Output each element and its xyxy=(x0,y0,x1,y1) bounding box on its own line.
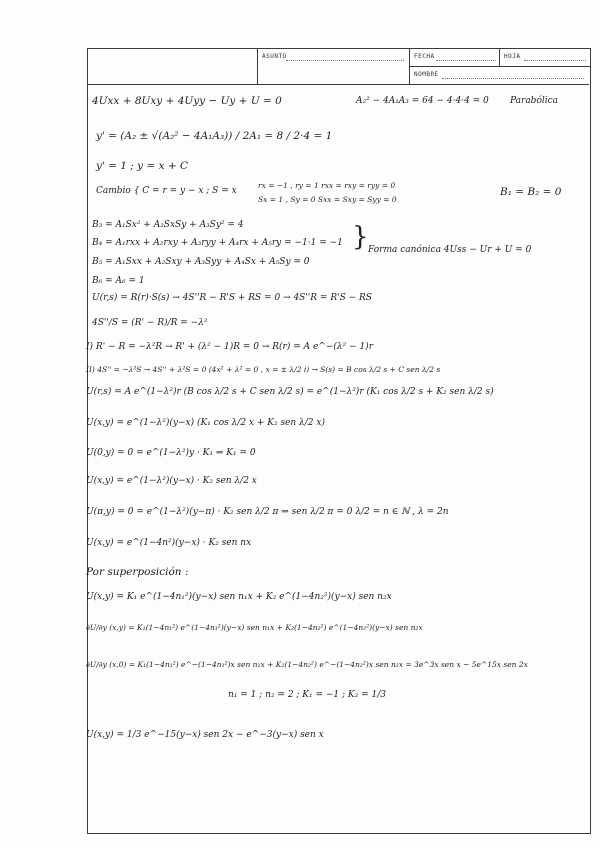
boundary-xpi: U(π,y) = 0 = e^(1−λ²)(y−π) · K₂ sen λ/2 π ⇒ sen λ/2 π = 0 λ/2 = n ∈ ℕ , λ = 2n xyxy=(86,507,449,517)
nombre-field[interactable] xyxy=(442,78,584,79)
canonical-form: Forma canónica 4Uss − Ur + U = 0 xyxy=(368,245,532,255)
characteristic-curve: y' = 1 ; y = x + C xyxy=(96,160,189,172)
solution-xy: U(x,y) = e^(1−λ²)(y−x) (K₁ cos λ/2 x + K₂ sen λ/2 x) xyxy=(86,418,325,428)
b5-coefficient: B₅ = A₁Sxx + A₂Sxy + A₃Syy + A₄Sx + A₅Sy = 0 xyxy=(92,257,310,267)
asunto-field[interactable] xyxy=(286,60,404,61)
b3-coefficient: B₃ = A₁Sx² + A₂SxSy + A₃Sy² = 4 xyxy=(92,220,244,230)
hoja-cell xyxy=(499,48,590,67)
type-parabolic: Parabólica xyxy=(510,96,559,106)
solution-n: U(x,y) = e^(1−4n²)(y−x) · K₂ sen nx xyxy=(86,538,252,548)
constants: n₁ = 1 ; n₂ = 2 ; K₁ = −1 ; K₂ = 1/3 xyxy=(228,690,386,700)
superposition-solution: U(x,y) = K₁ e^(1−4n₁²)(y−x) sen n₁x + K₂ e^(1−4n₂²)(y−x) sen n₂x xyxy=(86,592,392,602)
discriminant: A₂² − 4A₁A₃ = 64 − 4·4·4 = 0 xyxy=(356,96,489,106)
boundary-x0: U(0,y) = 0 = e^(1−λ²)y · K₁ ⇒ K₁ = 0 xyxy=(86,448,256,458)
asunto-label: ASUNTO xyxy=(262,53,287,60)
final-solution: U(x,y) = 1/3 e^−15(y−x) sen 2x − e^−3(y−x) sen x xyxy=(86,730,324,740)
nombre-label: NOMBRE xyxy=(414,71,439,78)
pde-equation: 4Uxx + 8Uxy + 4Uyy − Uy + U = 0 xyxy=(92,95,282,107)
equation-s: II) 4S'' = −λ²S → 4S'' + λ²S = 0 (4x² + λ² = 0 , x = ± λ/2 i) → S(s) = B cos λ/2 s + C sen λ/2 s xyxy=(86,365,441,374)
equation-r: I) R' − R = −λ²R → R' + (λ² − 1)R = 0 → R(r) = A e^−(λ² − 1)r xyxy=(86,342,373,352)
superposition-heading: Por superposición : xyxy=(86,566,189,578)
fecha-cell xyxy=(409,48,500,67)
separation-constant: 4S''/S = (R' − R)/R = −λ² xyxy=(92,318,208,328)
b4-coefficient: B₄ = A₁rxx + A₂rxy + A₃ryy + A₄rx + A₅ry = −1·1 = −1 xyxy=(92,238,343,248)
hoja-label: HOJA xyxy=(504,53,521,60)
b1-b2: B₁ = B₂ = 0 xyxy=(500,186,562,198)
initial-condition: ∂U/∂y (x,0) = K₁(1−4n₁²) e^−(1−4n₁²)x sen n₁x + K₂(1−4n₂²) e^−(1−4n₂²)x sen n₂x = 3e^3x sen x − 5e^15x sen 2x xyxy=(86,660,528,669)
solution-rs: U(r,s) = A e^(1−λ²)r (B cos λ/2 s + C sen λ/2 s) = e^(1−λ²)r (K₁ cos λ/2 s + K₂ sen λ/2 s) xyxy=(86,387,494,397)
characteristic-slope: y' = (A₂ ± √(A₂² − 4A₁A₃)) / 2A₁ = 8 / 2·4 = 1 xyxy=(96,130,333,142)
change-of-variables: Cambio { C = r = y − x ; S = x xyxy=(96,186,237,196)
separation-of-variables: U(r,s) = R(r)·S(s) → 4S''R − R'S + RS = 0 → 4S''R = R'S − RS xyxy=(92,293,372,303)
solution-k2: U(x,y) = e^(1−λ²)(y−x) · K₂ sen λ/2 x xyxy=(86,476,257,486)
nombre-cell xyxy=(409,66,590,84)
r-derivatives: rx = −1 , ry = 1 rxx = rxy = ryy = 0 xyxy=(258,181,396,190)
fecha-label: FECHA xyxy=(414,53,435,60)
brace-symbol: } xyxy=(352,222,369,252)
fecha-field[interactable] xyxy=(436,60,496,61)
asunto-cell xyxy=(257,48,410,84)
hoja-field[interactable] xyxy=(524,60,586,61)
page-header xyxy=(87,48,589,85)
partial-derivative-y: ∂U/∂y (x,y) = K₁(1−4n₁²) e^(1−4n₁²)(y−x) sen n₁x + K₂(1−4n₂²) e^(1−4n₂²)(y−x) sen n₂x xyxy=(86,623,423,632)
s-derivatives: Sx = 1 , Sy = 0 Sxx = Sxy = Syy = 0 xyxy=(258,195,397,204)
b6-coefficient: B₆ = A₆ = 1 xyxy=(92,276,145,286)
